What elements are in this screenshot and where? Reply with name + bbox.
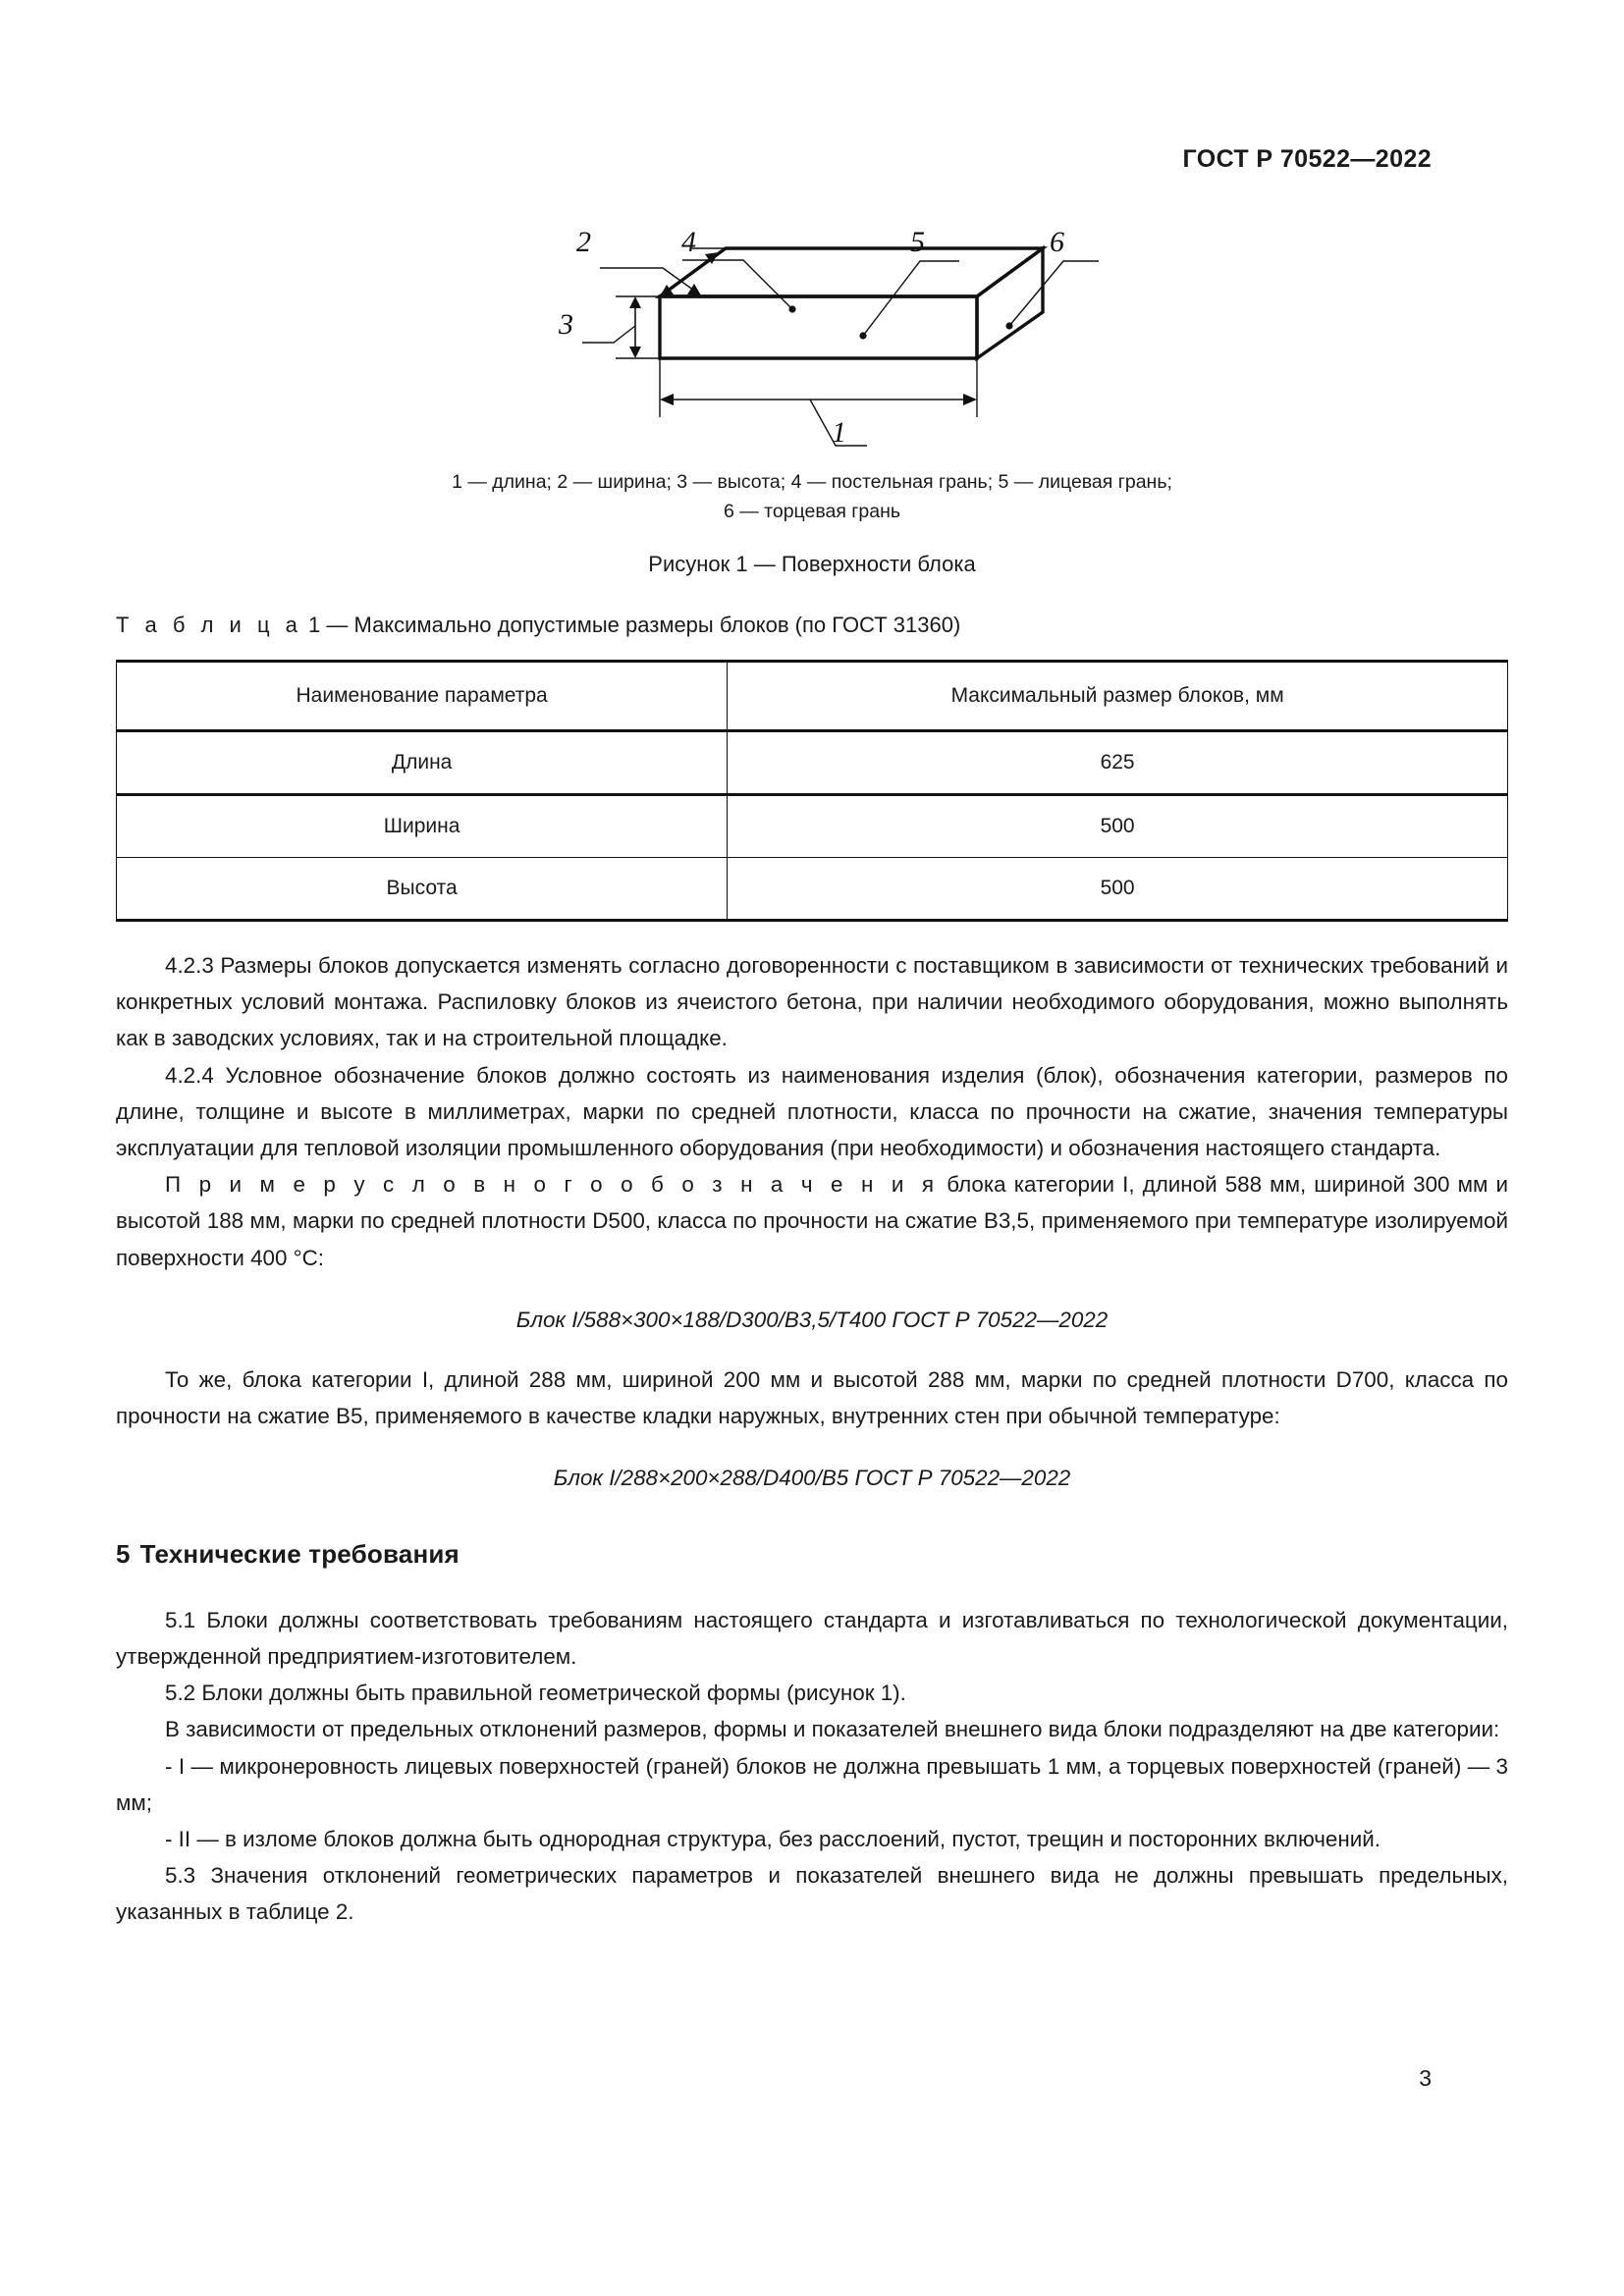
table-header-max-size: Максимальный размер блоков, мм: [728, 662, 1508, 731]
table-caption-label: Т а б л и ц а: [116, 613, 302, 637]
table-caption-text: 1 — Максимально допустимые размеры блоков (по ГОСТ 31360): [301, 613, 961, 637]
designation-example-intro: [116, 1166, 1508, 1276]
designation-line-2: Блок I/288×200×288/D400/B5 ГОСТ Р 70522—2022: [553, 1466, 1071, 1491]
table-row: [117, 795, 1508, 858]
figure-callout-2: 2: [576, 226, 591, 258]
table-cell-value: 500: [728, 795, 1508, 858]
table-cell-value: 625: [728, 731, 1508, 795]
page-number: 3: [1419, 2065, 1432, 2091]
table-cell-parameter: Длина: [117, 731, 728, 795]
figure-legend-line-2: 6 — торцевая грань: [723, 501, 901, 522]
clause-5-1: 5.1 Блоки должны соответствовать требованиям настоящего стандарта и изготавливаться по технологической документации, утвержденной предприятием-изготовителем.: [116, 1607, 1508, 1670]
clause-5-3: 5.3 Значения отклонений геометрических параметров и показателей внешнего вида не должны превышать предельных, указанных в таблице 2.: [116, 1863, 1508, 1925]
designation-example-2-intro: То же, блока категории I, длиной 288 мм, шириной 200 мм и высотой 288 мм, марки по средней плотности D700, класса по прочности на сжатие B5, применяемого в качестве кладки наружных, внутренних стен при обычной температуре:: [116, 1367, 1508, 1429]
table-1-caption: [116, 613, 960, 638]
figure-callout-4: 4: [681, 226, 696, 258]
block-surfaces-diagram: [498, 206, 1126, 452]
table-header-row: [117, 662, 1508, 731]
table-cell-parameter: Ширина: [117, 795, 728, 858]
figure-callout-1: 1: [832, 416, 846, 449]
section-number: 5: [116, 1538, 131, 1569]
table-cell-value: 500: [728, 858, 1508, 921]
clause-4-2-3: 4.2.3 Размеры блоков допускается изменять согласно договоренности с поставщиком в зависимости от технических требований и конкретных условий монтажа. Распиловку блоков из ячеистого бетона, при наличии необходимого оборудования, можно выполнять как в заводских условиях, так и на строительной площадке.: [116, 953, 1508, 1051]
categories-intro: В зависимости от предельных отклонений размеров, формы и показателей внешнего вида блоки подразделяют на две категории:: [165, 1717, 1500, 1742]
clause-5-2: 5.2 Блоки должны быть правильной геометрической формы (рисунок 1).: [165, 1681, 906, 1706]
figure-callout-5: 5: [910, 226, 925, 258]
clause-4-2-4: 4.2.4 Условное обозначение блоков должно состоять из наименования изделия (блок), обозначения категории, размеров по длине, толщине и высоте в миллиметрах, марки по средней плотности, класса по прочности на сжатие, значения температуры эксплуатации для тепловой изоляции промышленного оборудования (при необходимости) и обозначения настоящего стандарта.: [116, 1062, 1508, 1161]
example-text: блока категории I, длиной 588 мм, шириной 300 мм и высотой 188 мм, марки по средней плотности D500, класса по прочности на сжатие B3,5, применяемого при температуре изолируемой поверхности 400 °C:: [116, 1172, 1508, 1270]
section-title: Технические требования: [139, 1538, 460, 1569]
figure-legend: [0, 467, 1624, 526]
figure-legend-line-1: 1 — длина; 2 — ширина; 3 — высота; 4 — постельная грань; 5 — лицевая грань;: [452, 471, 1172, 493]
table-cell-parameter: Высота: [117, 858, 728, 921]
example-label: П р и м е р у с л о в н о г о о б о з н а ч е н и я: [165, 1172, 940, 1198]
running-header-standard-number: ГОСТ Р 70522—2022: [1182, 145, 1432, 173]
table-max-block-sizes: [116, 660, 1508, 922]
category-II-item: - II — в изломе блоков должна быть однородная структура, без расслоений, пустот, трещин и посторонних включений.: [165, 1827, 1380, 1852]
document-body: [116, 947, 1508, 1931]
figure-callout-6: 6: [1050, 226, 1064, 258]
table-row: [117, 858, 1508, 921]
category-I-item: - I — микронеровность лицевых поверхностей (граней) блоков не должна превышать 1 мм, а торцевых поверхностей (граней) — 3 мм;: [116, 1753, 1508, 1815]
figure-caption: Рисунок 1 — Поверхности блока: [648, 552, 976, 576]
table-header-parameter: Наименование параметра: [117, 662, 728, 731]
section-5-heading: [116, 1536, 1508, 1573]
figure-1: [0, 206, 1624, 577]
figure-callout-3: 3: [559, 308, 573, 341]
designation-line-1: Блок I/588×300×188/D300/B3,5/T400 ГОСТ Р 70522—2022: [515, 1307, 1109, 1332]
table-row: [117, 731, 1508, 795]
